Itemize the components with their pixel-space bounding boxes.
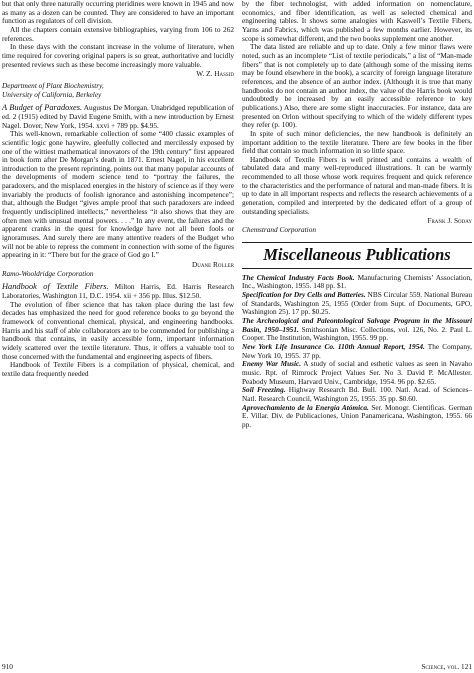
paragraph: but that only three naturally occurring pteridines were known in 1945 and now as many as a dozen can be counted. They are considered to have an important function as regulators of cell division. bbox=[2, 0, 234, 26]
publication-details: A study of social and esthetic values as seen in Navaho music. Rpt. of Rimrock Project Values Ser. No 3. David P. McAllester. Peabody Museum, Harvard Univ., Cambridge, 1954. 96 pp. $2.65. bbox=[242, 359, 472, 386]
publication-details: Highway Research Bd. Bull. 100. Natl. Acad. of Sciences–Natl. Research Council, Washington 25, 1955. 35 pp. $0.60. bbox=[242, 385, 473, 403]
paragraph: Handbook of Textile Fibers is well printed and contains a wealth of tabulated data and many well-reproduced illustrations. It can be warmly recommended to all those whose work requires frequent and quick reference to the characteristics and the performance of natural and man-made fibers. It is up to date in all important respects and reflects the research achievements of a generation, compiled and interpreted by the dedicated effort of a group of outstanding specialists. bbox=[242, 154, 472, 216]
publication-item bbox=[242, 404, 472, 430]
right-column bbox=[242, 0, 472, 430]
paragraph: The data listed are reliable and up to date. Only a few minor flaws were noted, such as an incomplete “List of textile periodicals,” a list of “Man-made fibers” that is not completely up to date (although some of the missing items may be found elsewhere in the book), a scarcity of foreign language literature references, and the absence of an author index. (Although it is true that many handbooks do not contain an author index, the value of the Harris book would undoubtedly be increased by an easily accessible reference to key publications.) Also, there are some slight inaccuracies. For instance, data are presented on Orlon without specifying to which of the widely different types they refer (p. 100). bbox=[242, 42, 472, 130]
paragraph: The evolution of fiber science that has taken place during the last few decades has emphasized the need for good reference books to go beyond the framework of conventional chemical, physical, and engineering handbooks. Harris and his staff of able collaborators are to be commended for publishing a handbook that contains, in easily accessible form, important information widely scattered over the textile literature. Thus, it offers a valuable tool to those concerned with the fundamental and engineering aspects of fibers. bbox=[2, 299, 234, 361]
publication-item bbox=[242, 274, 472, 291]
publication-details: Smithsonian Misc. Collections, vol. 126, No. 2. Paul L. Cooper. The Institution, Washington, 1955. 99 pp. bbox=[242, 324, 472, 343]
handbook-review-heading bbox=[2, 283, 234, 300]
page-number: 910 bbox=[2, 662, 13, 671]
publication-title: Specification for Dry Cells and Batteries. bbox=[242, 290, 366, 300]
publication-title: Soil Freezing. bbox=[242, 385, 286, 395]
publication-item bbox=[242, 386, 472, 403]
publication-item bbox=[242, 343, 472, 360]
budget-review-body bbox=[2, 130, 234, 260]
paragraph: All the chapters contain extensive bibliographies, varying from 106 to 262 references. bbox=[2, 24, 234, 43]
hassid-signature: W. Z. Hassid bbox=[196, 69, 234, 79]
publication-title: The Archeological and Paleontological Salvage Program in the Missouri Basin, 1950–1951. bbox=[242, 316, 472, 334]
publication-title: The Chemical Industry Facts Book. bbox=[242, 272, 355, 282]
handbook-title: Handbook of Textile Fibers. bbox=[2, 282, 109, 292]
publication-details: NBS Circular 559. National Bureau of Standards, Washington 25, 1955 (Order from Supt. of Documents, GPO, Washington 25). 17 pp. $0.25. bbox=[242, 290, 472, 317]
hassid-affiliation-line2: University of California, Berkeley bbox=[2, 89, 102, 99]
publication-item bbox=[242, 360, 472, 386]
publication-details: The Company, New York 10, 1955. 37 pp. bbox=[242, 341, 472, 360]
publication-item bbox=[242, 317, 472, 343]
paragraph: Handbook of Textile Fibers is a compilation of physical, chemical, and textile data frequently needed bbox=[2, 360, 234, 378]
budget-review-heading bbox=[2, 104, 234, 130]
publication-title: Enemy War Music. bbox=[242, 359, 302, 369]
left-column bbox=[2, 0, 234, 379]
handbook-signature: Frank J. Soday bbox=[427, 216, 472, 226]
handbook-affiliation: Chemstrand Corporation bbox=[242, 225, 316, 235]
hassid-affiliation-line1: Department of Plant Biochemistry, bbox=[2, 80, 104, 90]
publication-details: Manufacturing Chemists’ Association, Inc., Washington, 1955. 148 pp. $1. bbox=[242, 272, 473, 291]
handbook-citation: Milton Harris, Ed. Harris Research Laboratories, Washington 11, D.C. 1954. xii + 356 pp. Illus. $12.50. bbox=[2, 282, 234, 300]
hassid-review-tail bbox=[2, 0, 234, 69]
paragraph: by the fiber technologist, with added information on nomenclature, economics, and fiber identification, as well as selected chemical and engineering tables. It shows some analogies with Kaswell’s Textile Fibers, Yarns and Fabrics, which was published a few months earlier. However, its scope is somewhat different, and the two books supplement one another. bbox=[242, 0, 472, 43]
handbook-review-body bbox=[2, 301, 234, 379]
paragraph: In spite of such minor deficiencies, the new handbook is definitely an important addition to the textile literature. There are few books in the fiber field that contain so much information in so little space. bbox=[242, 128, 472, 156]
budget-citation: Augustus De Morgan. Unabridged republication of ed. 2 (1915) edited by David Eugene Smith, with a new introduction by Ernest Nagel. Dover, New York, 1954. xxvi + 789 pp. $4.95. bbox=[2, 103, 234, 130]
paragraph: In these days with the constant increase in the volume of literature, when time required for covering original papers is so great, authoritative and lucidly presented reviews such as these become increasingly more valuable. bbox=[2, 42, 234, 69]
misc-publications-heading: Miscellaneous Publications bbox=[242, 242, 472, 269]
publication-title: Aprovechamiento de la Energía Atómica. bbox=[242, 402, 369, 412]
publication-title: New York Life Insurance Co. 110th Annual Report, 1954. bbox=[242, 341, 425, 351]
budget-title: A Budget of Paradoxes. bbox=[2, 103, 83, 113]
paragraph: This well-known, remarkable collection of some “400 classic examples of scientific logic gone haywire, gleefully collected and mercilessly exposed by one of the wittiest mathematical innovators of the 19th century” first appeared in book form after De Morgan’s death in 1871. Ernest Nagel, in his excellent introduction to the present reprinting, points out that many popular accounts of the developments of modern science tend to “portray the failures, the paradoxers, and the misplaced energies in the history of science as if they were invariably the products of foolish ignorance and astonishing incompetence”; that, although the Budget “gives ample proof that such paradoxers are indeed frequently undisciplined intellects,” nevertheless “it also shows that they are often men with unusual mental powers. . . .” In any event, the failures and the apparent cranks in the quest for knowledge have not all been fools or ignoramuses. And surely there are many attentive readers of the Budget who will not be able to repress the comment in connection with some of the figures appearing in it: “There but for the grace of God go I.” bbox=[2, 129, 234, 260]
budget-affiliation: Ramo-Wooldridge Corporation bbox=[2, 268, 94, 278]
misc-publications-list bbox=[242, 274, 472, 430]
budget-signature: Duane Roller bbox=[192, 260, 234, 270]
publication-item bbox=[242, 291, 472, 317]
journal-volume: Science, vol. 121 bbox=[421, 662, 472, 671]
hassid-affiliation bbox=[2, 82, 234, 99]
publication-details: Ser. Monogr. Cientificas. German E. Villar. Div. de Publicaciones, Union Panamericana, Washington, 1955. 66 pp. bbox=[242, 402, 472, 429]
handbook-review-continued bbox=[242, 0, 472, 216]
